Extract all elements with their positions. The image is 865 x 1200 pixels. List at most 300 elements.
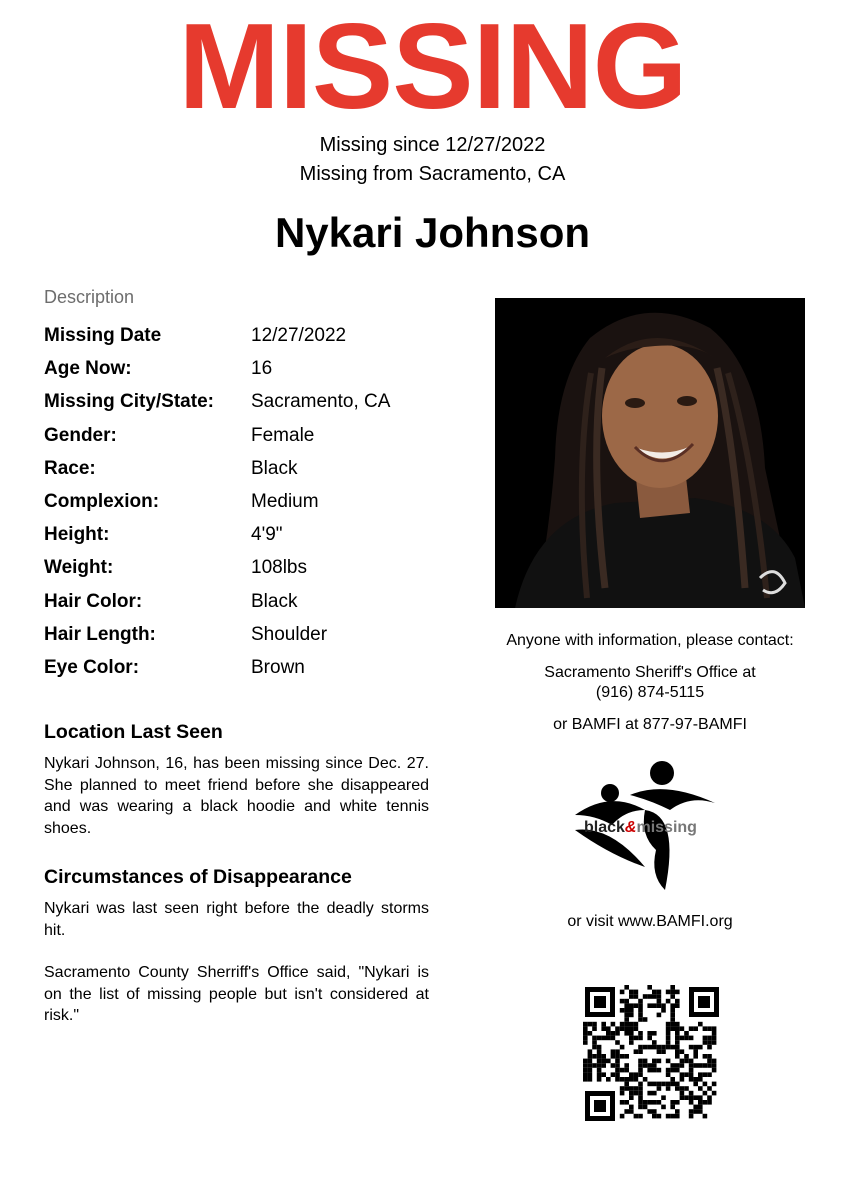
qr-module (638, 1100, 643, 1105)
qr-module (657, 1059, 662, 1064)
qr-module (652, 1091, 657, 1096)
qr-module (638, 1114, 643, 1119)
qr-module (606, 1077, 611, 1082)
qr-module (657, 1086, 662, 1091)
qr-module (684, 1059, 689, 1064)
qr-module (634, 1091, 639, 1096)
qr-module (592, 1022, 597, 1027)
qr-module (620, 999, 625, 1004)
qr-module (712, 1040, 717, 1045)
qr-module (583, 1068, 588, 1073)
circumstances-text: Nykari was last seen right before the deadly storms hit. (44, 900, 429, 939)
qr-module (624, 1013, 629, 1018)
qr-module (707, 1086, 712, 1091)
qr-module (643, 1045, 648, 1050)
qr-module (620, 1054, 625, 1059)
qr-module (615, 1040, 620, 1045)
qr-module (675, 990, 680, 995)
qr-module (689, 1109, 694, 1114)
qr-module (670, 1022, 675, 1027)
person-name: Nykari Johnson (274, 209, 591, 256)
contact-intro: Anyone with information, please contact: (506, 632, 794, 649)
qr-module (675, 1026, 680, 1031)
qr-module (601, 1054, 606, 1059)
qr-module (615, 1049, 620, 1054)
qr-module (661, 1045, 666, 1050)
qr-module (707, 1026, 712, 1031)
qr-module (588, 1072, 593, 1077)
qr-module (698, 1045, 703, 1050)
qr-module (611, 1022, 616, 1027)
qr-module (712, 1068, 717, 1073)
qr-module (638, 999, 643, 1004)
qr-module (684, 1031, 689, 1036)
qr-module (652, 1100, 657, 1105)
qr-module (592, 1026, 597, 1031)
qr-module (666, 1068, 671, 1073)
black-and-missing-logo (570, 755, 725, 890)
qr-module (670, 990, 675, 995)
qr-module (652, 1068, 657, 1073)
qr-module (615, 1072, 620, 1077)
qr-module (620, 1008, 625, 1013)
qr-module (597, 1054, 602, 1059)
qr-module (693, 1095, 698, 1100)
qr-module (666, 1040, 671, 1045)
logo-text-missing: missing (636, 819, 697, 836)
qr-module (652, 1082, 657, 1087)
qr-module (615, 1077, 620, 1082)
qr-module (588, 1031, 593, 1036)
qr-module (624, 1100, 629, 1105)
qr-module (657, 1082, 662, 1087)
visit-website: or visit www.BAMFI.org (567, 913, 733, 930)
qr-module (680, 1072, 685, 1077)
qr-module (666, 1036, 671, 1041)
qr-module (611, 1031, 616, 1036)
qr-module (601, 1026, 606, 1031)
qr-module (712, 1091, 717, 1096)
qr-module (597, 1068, 602, 1073)
qr-module (712, 1082, 717, 1087)
qr-module (647, 985, 652, 990)
qr-module (693, 1105, 698, 1110)
logo-text-amp: & (624, 819, 637, 836)
qr-module (629, 1008, 634, 1013)
qr-module (647, 1036, 652, 1041)
qr-module (601, 1022, 606, 1027)
qr-module (661, 1105, 666, 1110)
qr-module (634, 1114, 639, 1119)
qr-module (657, 999, 662, 1004)
qr-module (693, 1045, 698, 1050)
qr-module (588, 1059, 593, 1064)
qr-module (703, 1114, 708, 1119)
qr-module (666, 1022, 671, 1027)
qr-module (583, 1063, 588, 1068)
qr-module (652, 1045, 657, 1050)
qr-module (643, 1100, 648, 1105)
sheriff-phone: (916) 874-5115 (595, 684, 705, 701)
qr-module (689, 1026, 694, 1031)
qr-module (588, 1068, 593, 1073)
qr-module (615, 1068, 620, 1073)
qr-module (597, 1049, 602, 1054)
qr-module (707, 1095, 712, 1100)
qr-module (597, 1059, 602, 1064)
qr-module (624, 1054, 629, 1059)
qr-module (592, 1045, 597, 1050)
qr-module (638, 1017, 643, 1022)
qr-module (657, 1003, 662, 1008)
qr-module (643, 994, 648, 999)
qr-module (703, 1091, 708, 1096)
qr-module (606, 1036, 611, 1041)
qr-module (629, 1013, 634, 1018)
qr-module (661, 1095, 666, 1100)
qr-module (675, 1068, 680, 1073)
qr-module (624, 999, 629, 1004)
logo-mark-icon (570, 755, 725, 890)
qr-module (670, 1114, 675, 1119)
qr-code-graphic (583, 985, 721, 1123)
qr-module (689, 1091, 694, 1096)
detail-row-hair-color (44, 589, 444, 622)
detail-row-age (44, 356, 444, 389)
qr-module (693, 1054, 698, 1059)
qr-module (689, 1045, 694, 1050)
qr-module (670, 1003, 675, 1008)
qr-module (703, 1040, 708, 1045)
qr-module (624, 1082, 629, 1087)
qr-module (684, 1072, 689, 1077)
portrait-illustration (495, 298, 805, 608)
detail-row-city-state (44, 389, 444, 422)
qr-module (689, 1077, 694, 1082)
qr-module (629, 994, 634, 999)
qr-module (698, 1022, 703, 1027)
qr-module (638, 1031, 643, 1036)
qr-module (643, 1063, 648, 1068)
qr-module (638, 1072, 643, 1077)
qr-module (592, 1036, 597, 1041)
qr-module (661, 1008, 666, 1013)
qr-module (620, 1022, 625, 1027)
sheriff-office-line: Sacramento Sheriff's Office at (544, 664, 756, 681)
qr-module (652, 1040, 657, 1045)
qr-module (675, 1022, 680, 1027)
qr-module (588, 1077, 593, 1082)
qr-module (670, 1105, 675, 1110)
qr-module (703, 1063, 708, 1068)
qr-module (693, 1109, 698, 1114)
qr-module (629, 1086, 634, 1091)
qr-module (707, 1036, 712, 1041)
detail-value: Brown (251, 656, 305, 678)
qr-module (624, 1109, 629, 1114)
qr-module (680, 1086, 685, 1091)
qr-module (657, 1068, 662, 1073)
detail-label: Hair Length: (44, 623, 156, 645)
qr-module (638, 1068, 643, 1073)
qr-module (707, 1045, 712, 1050)
qr-module (647, 1068, 652, 1073)
qr-module (647, 1091, 652, 1096)
qr-module (624, 1008, 629, 1013)
qr-module (597, 1077, 602, 1082)
qr-module (583, 1036, 588, 1041)
detail-row-eye-color (44, 655, 444, 688)
qr-module (693, 1049, 698, 1054)
qr-module (615, 1054, 620, 1059)
qr-module (661, 1003, 666, 1008)
qr-module (638, 1008, 643, 1013)
qr-module (638, 1059, 643, 1064)
qr-module (624, 1086, 629, 1091)
qr-module (698, 1109, 703, 1114)
qr-module (611, 1072, 616, 1077)
qr-module (689, 1068, 694, 1073)
detail-label: Age Now: (44, 358, 132, 380)
qr-module (680, 1036, 685, 1041)
detail-value: 12/27/2022 (251, 325, 347, 346)
qr-module (666, 1026, 671, 1031)
qr-module (666, 990, 671, 995)
qr-module (689, 1059, 694, 1064)
qr-module (675, 1063, 680, 1068)
detail-value: Sacramento, CA (251, 391, 391, 413)
qr-module (670, 1100, 675, 1105)
qr-module (588, 1049, 593, 1054)
location-last-seen-text: Nykari Johnson, 16, has been missing since Dec. 27. She planned to meet friend before she disappeared and was wearing a black hoodie and white tennis shoes. (44, 755, 429, 837)
qr-module (629, 1105, 634, 1110)
qr-module (675, 1054, 680, 1059)
qr-module (666, 1072, 671, 1077)
qr-module (652, 994, 657, 999)
qr-module (693, 1026, 698, 1031)
qr-module (689, 1095, 694, 1100)
qr-module (629, 1072, 634, 1077)
qr-module (638, 1013, 643, 1018)
qr-module (643, 1017, 648, 1022)
description-label: Description (44, 287, 135, 307)
qr-module (670, 1026, 675, 1031)
qr-module (634, 1086, 639, 1091)
qr-module (620, 1091, 625, 1096)
qr-module (638, 1003, 643, 1008)
qr-module (670, 1077, 675, 1082)
detail-row-missing-date (44, 323, 444, 356)
qr-module (629, 1026, 634, 1031)
qr-module (624, 1017, 629, 1022)
qr-module (666, 1114, 671, 1119)
qr-module (601, 1063, 606, 1068)
qr-module (652, 1059, 657, 1064)
qr-module (592, 1054, 597, 1059)
qr-module (657, 1100, 662, 1105)
qr-module (684, 1095, 689, 1100)
location-last-seen-title: Location Last Seen (44, 721, 223, 743)
detail-row-height (44, 522, 444, 555)
qr-module (588, 1054, 593, 1059)
qr-module (615, 1063, 620, 1068)
qr-module (611, 1036, 616, 1041)
qr-module (693, 1082, 698, 1087)
qr-module (680, 1049, 685, 1054)
qr-module (670, 1082, 675, 1087)
qr-module (689, 1114, 694, 1119)
qr-module (680, 1091, 685, 1096)
qr-module (689, 1036, 694, 1041)
qr-module (657, 1045, 662, 1050)
qr-module (638, 1045, 643, 1050)
qr-module (629, 1109, 634, 1114)
detail-label: Gender: (44, 424, 117, 446)
detail-value: 16 (251, 358, 273, 380)
qr-module (634, 994, 639, 999)
qr-module (707, 1040, 712, 1045)
detail-label: Missing Date (44, 325, 162, 346)
bamfi-contact: or BAMFI at 877-97-BAMFI (553, 716, 747, 733)
qr-module (597, 1063, 602, 1068)
qr-module (629, 1022, 634, 1027)
qr-module (597, 1072, 602, 1077)
detail-value: 4'9" (251, 524, 283, 546)
qr-module (597, 1036, 602, 1041)
qr-module (606, 1059, 611, 1064)
qr-module (712, 1036, 717, 1041)
missing-headline: MISSING (178, 0, 687, 134)
qr-module (657, 1049, 662, 1054)
detail-label: Weight: (44, 557, 114, 579)
qr-module (670, 994, 675, 999)
qr-module (647, 1109, 652, 1114)
qr-module (647, 1031, 652, 1036)
qr-module (712, 1059, 717, 1064)
qr-module (611, 1049, 616, 1054)
qr-module (661, 1049, 666, 1054)
qr-module (629, 1095, 634, 1100)
qr-module (615, 1031, 620, 1036)
qr-module (583, 1059, 588, 1064)
qr-module (583, 1026, 588, 1031)
qr-module (693, 1077, 698, 1082)
qr-module (629, 1091, 634, 1096)
qr-module (675, 1109, 680, 1114)
qr-module (703, 1036, 708, 1041)
qr-module (620, 990, 625, 995)
qr-module (680, 1059, 685, 1064)
detail-row-race (44, 456, 444, 489)
qr-module (670, 1008, 675, 1013)
qr-module (670, 1068, 675, 1073)
qr-module (624, 1063, 629, 1068)
qr-module (689, 1072, 694, 1077)
qr-module (652, 990, 657, 995)
qr-code-icon[interactable] (583, 985, 721, 1123)
qr-module (620, 1086, 625, 1091)
detail-value: Black (251, 590, 298, 612)
qr-module (657, 1114, 662, 1119)
qr-module (583, 1022, 588, 1027)
detail-value: Shoulder (251, 623, 328, 645)
qr-module (675, 1003, 680, 1008)
logo-text-black: black (584, 819, 625, 836)
qr-module (675, 1045, 680, 1050)
qr-module (657, 1013, 662, 1018)
qr-module (620, 1114, 625, 1119)
qr-module (629, 1077, 634, 1082)
qr-module (675, 1031, 680, 1036)
sheriff-quote-text: Sacramento County Sherriff's Office said, "Nykari is on the list of missing people but isn't considered at risk." (44, 964, 429, 1024)
qr-module (629, 1003, 634, 1008)
qr-module (652, 1063, 657, 1068)
qr-module (712, 1063, 717, 1068)
qr-module (638, 1095, 643, 1100)
qr-module (624, 1022, 629, 1027)
qr-module (588, 1063, 593, 1068)
qr-module (670, 1045, 675, 1050)
qr-module (638, 1036, 643, 1041)
qr-module (707, 1072, 712, 1077)
qr-module (680, 1063, 685, 1068)
detail-value: Medium (251, 490, 319, 512)
detail-label: Missing City/State: (44, 391, 214, 413)
circumstances-title: Circumstances of Disappearance (44, 866, 352, 888)
qr-module (638, 1063, 643, 1068)
qr-module (680, 1026, 685, 1031)
qr-module (629, 1036, 634, 1041)
qr-module (666, 1086, 671, 1091)
qr-module (611, 1063, 616, 1068)
qr-module (712, 1026, 717, 1031)
qr-module (675, 1049, 680, 1054)
qr-module (634, 1026, 639, 1031)
qr-module (601, 1072, 606, 1077)
qr-module (703, 1054, 708, 1059)
qr-module (624, 1026, 629, 1031)
qr-module (684, 1036, 689, 1041)
qr-module (670, 1017, 675, 1022)
qr-module (703, 1082, 708, 1087)
qr-module (698, 1095, 703, 1100)
qr-module (601, 1036, 606, 1041)
qr-module (634, 1036, 639, 1041)
qr-module (675, 1114, 680, 1119)
person-photo (495, 298, 805, 608)
detail-label: Height: (44, 524, 110, 546)
qr-module (620, 1100, 625, 1105)
detail-row-hair-length (44, 622, 444, 655)
qr-module (601, 1059, 606, 1064)
qr-module (638, 1091, 643, 1096)
qr-module (624, 985, 629, 990)
qr-module (620, 1077, 625, 1082)
qr-module (629, 1040, 634, 1045)
description-table (44, 323, 444, 688)
qr-module (634, 1022, 639, 1027)
qr-module (643, 1105, 648, 1110)
qr-module (638, 1105, 643, 1110)
detail-value: 108lbs (251, 557, 307, 579)
qr-module (629, 1031, 634, 1036)
qr-module (634, 1003, 639, 1008)
qr-module (624, 1068, 629, 1073)
qr-module (638, 1086, 643, 1091)
detail-label: Hair Color: (44, 590, 143, 612)
detail-row-weight (44, 555, 444, 588)
qr-module (670, 1063, 675, 1068)
